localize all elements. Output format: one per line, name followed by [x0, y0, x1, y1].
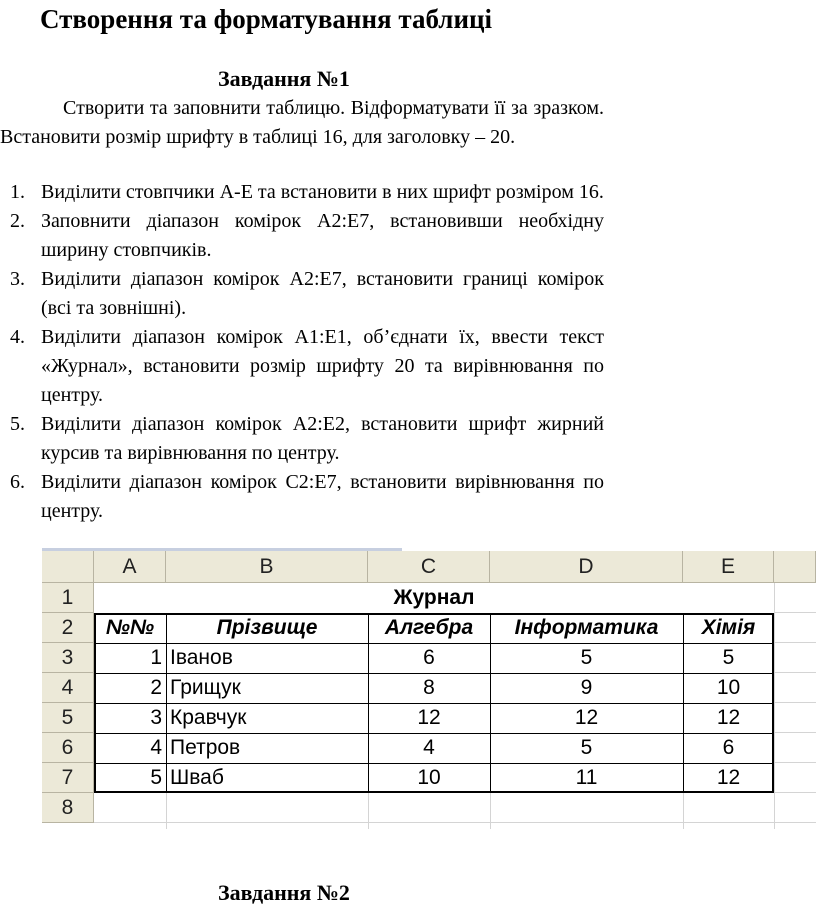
step-text: Виділити діапазон комірок А1:Е1, об’єднати їх, ввести текст «Журнал», встановити розмір шрифту 20 та вирівнювання по центру. [41, 326, 604, 406]
document-title: Створення та форматування таблиці [40, 4, 493, 34]
table-header-cell: Прізвище [166, 613, 368, 643]
table-cell: Іванов [166, 643, 368, 673]
table-cell: 10 [368, 763, 490, 793]
column-header-blank [774, 551, 816, 583]
step-text: Виділити діапазон комірок С2:Е7, встановити вирівнювання по центру. [41, 471, 604, 522]
step-number: 2. [10, 210, 25, 232]
table-inner-border [94, 643, 774, 644]
step-number: 3. [10, 268, 25, 290]
table-inner-border [94, 673, 774, 674]
table-cell: 6 [368, 643, 490, 673]
table-cell: 8 [368, 673, 490, 703]
table-header-cell: Інформатика [490, 613, 683, 643]
step-item [0, 207, 604, 265]
step-text: Виділити діапазон комірок А2:Е2, встановити шрифт жирний курсив та вирівнювання по центру. [41, 413, 604, 464]
row-header: 5 [42, 703, 94, 733]
table-cell: 9 [490, 673, 683, 703]
step-item [0, 410, 604, 468]
task-1-intro: Створити та заповнити таблицю. Відформатувати її за зразком. Встановити розмір шрифту в таблиці 16, для заголовку – 20. [0, 97, 604, 148]
row-header: 1 [42, 583, 94, 613]
row-header: 4 [42, 673, 94, 703]
table-cell: Грищук [166, 673, 368, 703]
table-cell: 3 [94, 703, 166, 733]
column-header: D [490, 551, 683, 583]
spreadsheet-screenshot [42, 551, 816, 829]
table-cell: 12 [490, 703, 683, 733]
column-header: B [166, 551, 368, 583]
table-cell: 5 [490, 643, 683, 673]
step-text: Виділити діапазон комірок А2:Е7, встановити границі комірок (всі та зовнішні). [41, 268, 604, 319]
task-1-heading: Завдання №1 [218, 66, 350, 91]
table-cell: 12 [683, 703, 774, 733]
row-header: 3 [42, 643, 94, 673]
table-cell: Петров [166, 733, 368, 763]
table-cell: 5 [490, 733, 683, 763]
row-header: 7 [42, 763, 94, 793]
step-number: 5. [10, 413, 25, 435]
table-cell: 5 [683, 643, 774, 673]
task-2-heading: Завдання №2 [218, 880, 350, 905]
table-cell: 5 [94, 763, 166, 793]
table-cell: 11 [490, 763, 683, 793]
table-inner-border [94, 703, 774, 704]
step-number: 1. [10, 181, 25, 203]
merged-title-cell: Журнал [94, 583, 774, 613]
table-cell: 4 [368, 733, 490, 763]
step-item [0, 178, 604, 207]
table-cell: 2 [94, 673, 166, 703]
table-cell: 10 [683, 673, 774, 703]
table-header-cell: №№ [94, 613, 166, 643]
table-header-cell: Хімія [683, 613, 774, 643]
table-cell: 12 [368, 703, 490, 733]
step-item [0, 265, 604, 323]
gridline [94, 822, 816, 823]
table-inner-border [94, 733, 774, 734]
table-cell: 1 [94, 643, 166, 673]
table-inner-border [94, 763, 774, 764]
row-header: 6 [42, 733, 94, 763]
select-all-corner [42, 551, 94, 583]
step-text: Виділити стовпчики А-Е та встановити в них шрифт розміром 16. [41, 181, 604, 203]
task-1-steps [0, 178, 604, 526]
column-header: A [94, 551, 166, 583]
column-header: C [368, 551, 490, 583]
table-cell: Кравчук [166, 703, 368, 733]
table-header-cell: Алгебра [368, 613, 490, 643]
table-cell: 6 [683, 733, 774, 763]
column-header: E [683, 551, 774, 583]
step-text: Заповнити діапазон комірок А2:Е7, встановивши необхідну ширину стовпчиків. [41, 210, 604, 261]
table-cell: 12 [683, 763, 774, 793]
table-cell: 4 [94, 733, 166, 763]
table-cell: Шваб [166, 763, 368, 793]
step-number: 6. [10, 471, 25, 493]
step-item [0, 468, 604, 526]
step-number: 4. [10, 326, 25, 348]
step-item [0, 323, 604, 410]
row-header: 8 [42, 793, 94, 823]
row-header: 2 [42, 613, 94, 643]
